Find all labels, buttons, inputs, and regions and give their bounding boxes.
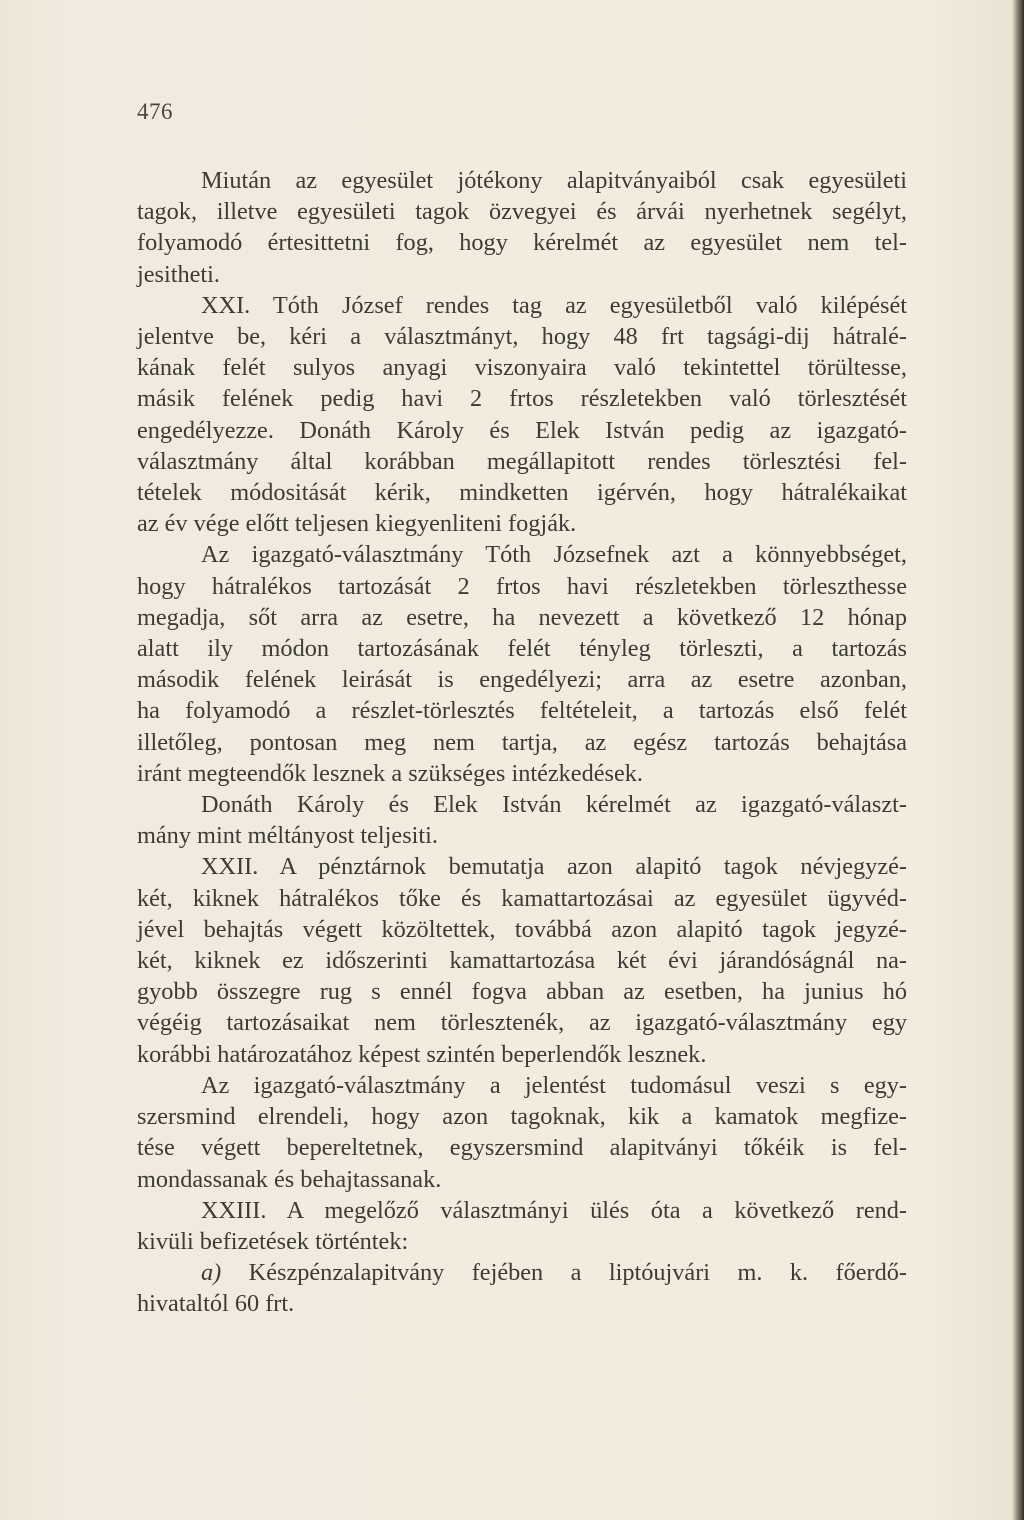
text-line: kának felét sulyos anyagi viszonyaira való tekintettel törültesse, xyxy=(137,354,907,382)
page-edge-shadow xyxy=(1012,0,1024,1520)
text-line: Az igazgató-választmány a jelentést tudomásul veszi s egy- xyxy=(201,1071,907,1099)
text-line: tagok, illetve egyesületi tagok özvegyei és árvái nyerhetnek segélyt, xyxy=(137,198,907,226)
text-line: hogy hátralékos tartozását 2 frtos havi részletekben törleszthesse xyxy=(137,572,907,600)
text-line: választmány által korábban megállapitott rendes törlesztési fel- xyxy=(137,447,907,475)
text-line: jesitheti. xyxy=(137,260,220,288)
text-line: Donáth Károly és Elek István kérelmét az igazgató-választ- xyxy=(201,791,907,819)
text-line: a) Készpénzalapitvány fejében a liptóujvári m. k. főerdő- xyxy=(201,1259,907,1287)
text-line: korábbi határozatához képest szintén beperlendők lesznek. xyxy=(137,1040,707,1068)
text-line: tételek módositását kérik, mindketten igérvén, hogy hátralékaikat xyxy=(137,479,907,507)
text-line: ha folyamodó a részlet-törlesztés feltételeit, a tartozás első felét xyxy=(137,697,907,725)
text-line: iránt megteendők lesznek a szükséges intézkedések. xyxy=(137,759,643,787)
text-line: jével behajtás végett közöltettek, továbbá azon alapitó tagok jegyzé- xyxy=(137,915,907,943)
text-line: két, kiknek ez időszerinti kamattartozása két évi járandóságnál na- xyxy=(137,947,907,975)
text-line: második felének leirását is engedélyezi; arra az esetre azonban, xyxy=(137,666,907,694)
text-line: hivataltól 60 frt. xyxy=(137,1290,295,1318)
text-line: Az igazgató-választmány Tóth Józsefnek azt a könnyebbséget, xyxy=(201,541,907,569)
page-number: 476 xyxy=(137,99,173,124)
text-line: mondassanak és behajtassanak. xyxy=(137,1165,442,1193)
text-line: XXII. A pénztárnok bemutatja azon alapitó tagok névjegyzé- xyxy=(201,853,907,881)
text-line: az év vége előtt teljesen kiegyenliteni fogják. xyxy=(137,510,577,538)
text-line: jelentve be, kéri a választmányt, hogy 48 frt tagsági-dij hátralé- xyxy=(137,323,907,351)
text-line: mány mint méltányost teljesiti. xyxy=(137,822,438,850)
text-line: Miután az egyesület jótékony alapitványaiból csak egyesületi xyxy=(201,167,907,194)
text-line: folyamodó értesittetni fog, hogy kérelmét az egyesület nem tel- xyxy=(137,229,907,257)
text-line: tése végett bepereltetnek, egyszersmind alapitványi tőkéik is fel- xyxy=(137,1134,907,1162)
text-line: másik felének pedig havi 2 frtos részletekben való törlesztését xyxy=(137,385,907,413)
text-line: alatt ily módon tartozásának felét tényleg törleszti, a tartozás xyxy=(137,635,907,663)
text-line: gyobb összegre rug s ennél fogva abban az esetben, ha junius hó xyxy=(137,978,907,1006)
text-line: két, kiknek hátralékos tőke és kamattartozásai az egyesület ügyvéd- xyxy=(137,884,907,912)
text-line: végéig tartozásaikat nem törlesztenék, az igazgató-választmány egy xyxy=(137,1009,907,1037)
text-line: engedélyezze. Donáth Károly és Elek István pedig az igazgató- xyxy=(137,416,907,444)
text-line: XXI. Tóth József rendes tag az egyesületből való kilépését xyxy=(201,291,907,319)
text-line: megadja, sőt arra az esetre, ha nevezett a következő 12 hónap xyxy=(137,603,907,631)
text-line: kivüli befizetések történtek: xyxy=(137,1227,409,1255)
text-line: illetőleg, pontosan meg nem tartja, az egész tartozás behajtása xyxy=(137,728,907,756)
text-line: szersmind elrendeli, hogy azon tagoknak, kik a kamatok megfize- xyxy=(137,1103,907,1131)
text-line: XXIII. A megelőző választmányi ülés óta a következő rend- xyxy=(201,1196,907,1224)
body-text xyxy=(137,165,907,1320)
